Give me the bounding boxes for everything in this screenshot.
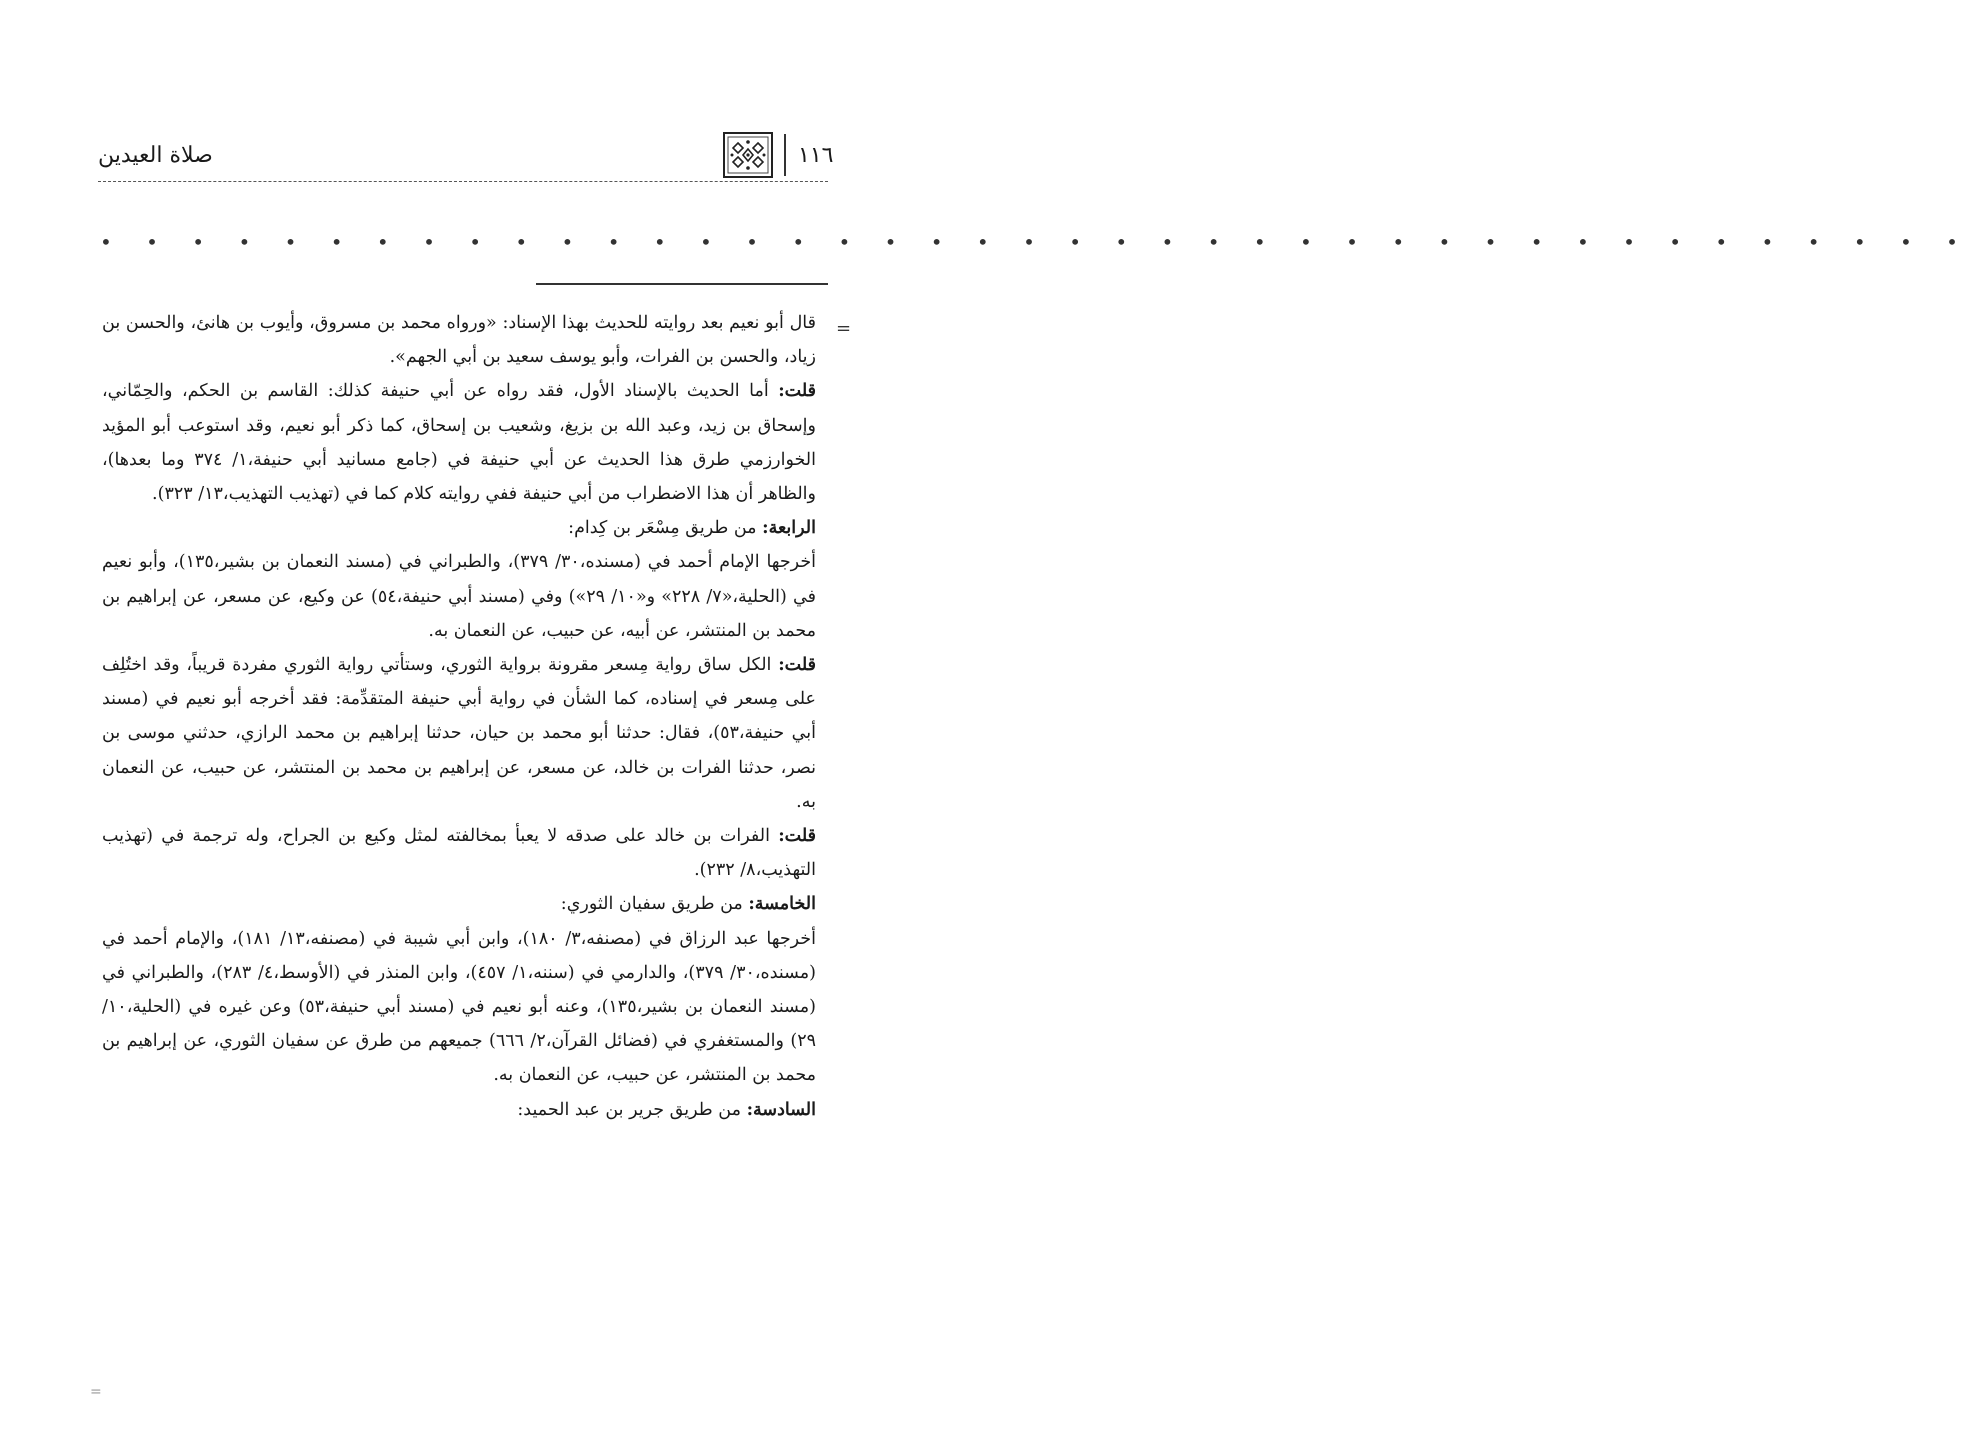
page-number: ١١٦	[798, 143, 834, 168]
paragraph: قلت: الكل ساق رواية مِسعر مقرونة برواية الثوري، وستأتي رواية الثوري مفردة قريباً، وقد اختُلِف على مِسعر في إسناده، كما الشأن في رواية أبي حنيفة المتقدِّمة: فقد أخرجه أبو نعيم في (مسند أبي حنيفة،٥٣)، فقال: حدثنا أبو محمد بن حيان، حدثنا إبراهيم بن محمد الرازي، حدثني موسى بن نصر، حدثنا الفرات بن خالد، عن مسعر، عن إبراهيم بن محمد بن المنتشر، عن حبيب، عن النعمان به.	[102, 655, 816, 812]
running-title: صلاة العيدين	[98, 143, 213, 168]
paragraph: الرابعة: من طريق مِسْعَر بن كِدام:	[568, 518, 816, 539]
paragraph: قال أبو نعيم بعد روايته للحديث بهذا الإسناد: «ورواه محمد بن مسروق، وأيوب بن هانئ، والحسن بن زياد، والحسن بن الفرات، وأبو يوسف سعيد بن أبي الجهم».	[102, 313, 816, 368]
header-rule	[98, 181, 828, 182]
footnote-text	[102, 306, 816, 1127]
paragraph: أخرجها الإمام أحمد في (مسنده،٣٠/ ٣٧٩)، والطبراني في (مسند النعمان بن بشير،١٣٥)، وأبو نعيم في (الحلية،«٧/ ٢٢٨» و«١٠/ ٢٩») وفي (مسند أبي حنيفة،٥٤) عن وكيع، عن مسعر، عن إبراهيم بن محمد بن المنتشر، عن أبيه، عن حبيب، عن النعمان به.	[102, 552, 816, 641]
paragraph: قلت: الفرات بن خالد على صدقه لا يعبأ بمخالفته لمثل وكيع بن الجراح، وله ترجمة في (تهذيب التهذيب،٨/ ٢٣٢).	[102, 826, 816, 881]
paragraph: قلت: أما الحديث بالإسناد الأول، فقد رواه عن أبي حنيفة كذلك: القاسم بن الحكم، والحِمّاني، وإسحاق بن زيد، وعبد الله بن بزيغ، وشعيب بن إسحاق، كما ذكر أبو نعيم، وقد استوعب أبو المؤيد الخوارزمي طرق هذا الحديث عن أبي حنيفة في (جامع مسانيد أبي حنيفة،١/ ٣٧٤ وما بعدها)، والظاهر أن هذا الاضطراب من أبي حنيفة ففي روايته كلام كما في (تهذيب التهذيب،١٣/ ٣٢٣).	[102, 381, 816, 505]
page-header	[0, 0, 940, 190]
paragraph: السادسة: من طريق جرير بن عبد الحميد:	[517, 1099, 816, 1120]
paragraph: الخامسة: من طريق سفيان الثوري:	[560, 894, 816, 915]
footnote-continuation-marker: =	[836, 318, 852, 339]
footnote-rule	[536, 283, 828, 285]
ornament-icon	[723, 132, 773, 178]
section-separator-dots: • • • • • • • • • • • • • • • • • • • • • • • • • • • • • • • • • • • • • • • • •	[100, 230, 1972, 254]
footnote-continuation-marker-bottom: =	[90, 1384, 102, 1400]
header-separator	[784, 134, 786, 176]
paragraph: أخرجها عبد الرزاق في (مصنفه،٣/ ١٨٠)، وابن أبي شيبة في (مصنفه،١٣/ ١٨١)، والإمام أحمد في (مسنده،٣٠/ ٣٧٩)، والدارمي في (سننه،١/ ٤٥٧)، وابن المنذر في (الأوسط،٤/ ٢٨٣)، والطبراني في (مسند النعمان بن بشير،١٣٥)، وعنه أبو نعيم في (مسند أبي حنيفة،٥٣) وعن غيره في (الحلية،١٠/ ٢٩) والمستغفري في (فضائل القرآن،٢/ ٦٦٦) جميعهم من طرق عن سفيان الثوري، عن إبراهيم بن محمد بن المنتشر، عن حبيب، عن النعمان به.	[102, 928, 816, 1086]
